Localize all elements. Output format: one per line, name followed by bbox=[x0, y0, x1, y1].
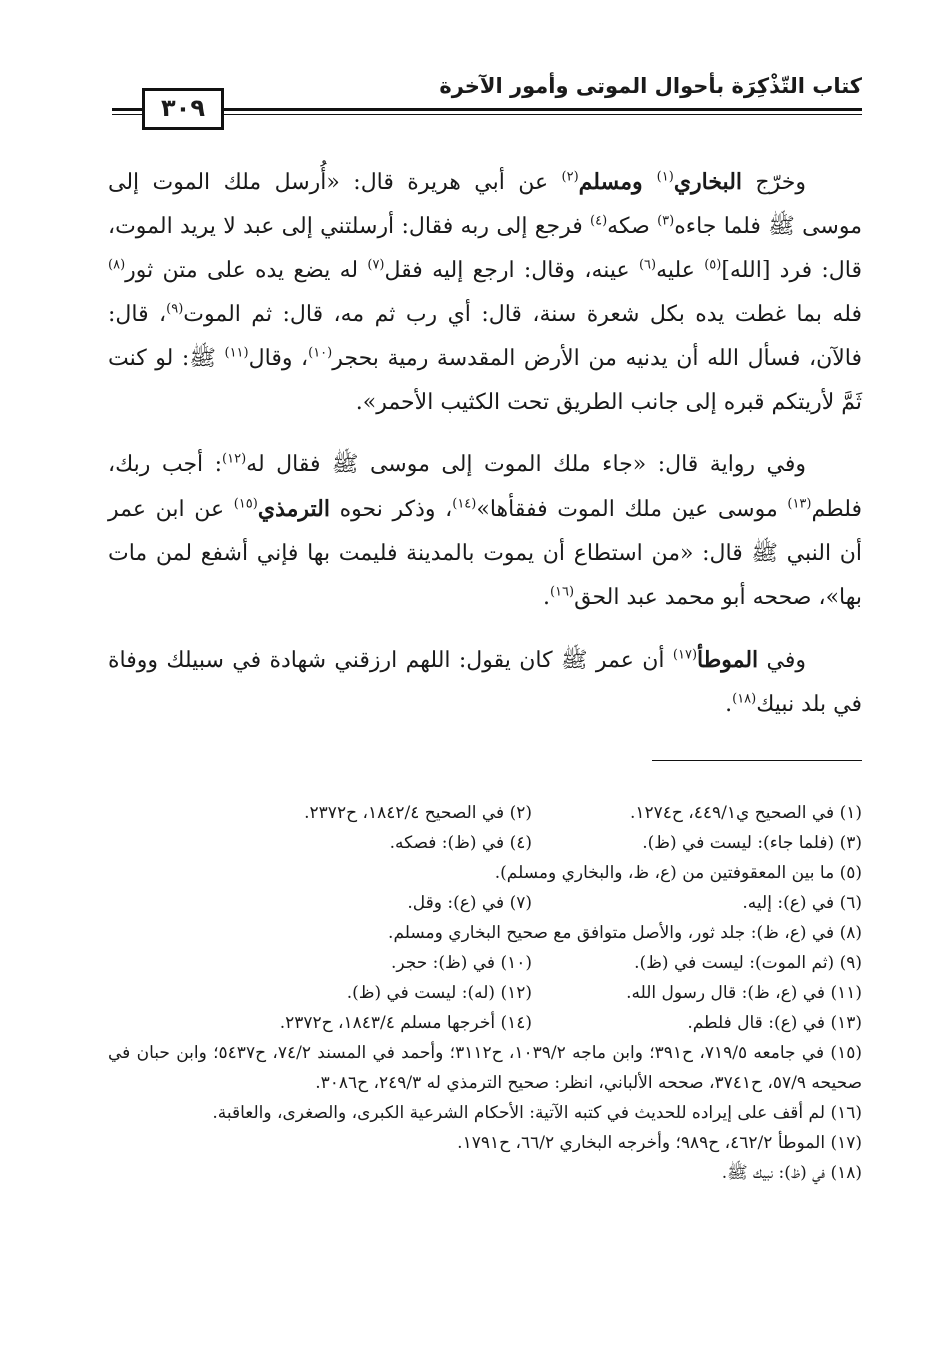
paragraph-2 bbox=[108, 443, 862, 620]
footnote-row bbox=[108, 1128, 862, 1158]
text: : أجب ربك، فلطم bbox=[108, 452, 862, 522]
footnote-2: (٢) في الصحيح ١٨٤٢/٤، ح٢٣٧٢. bbox=[304, 803, 532, 823]
footnote-separator bbox=[652, 760, 862, 761]
footnote-1: (١) في الصحيح ي٤٤٩/١، ح١٢٧٤. bbox=[629, 803, 862, 823]
text: أن عمر ﷺ كان يقول: اللهم ارزقني شهادة في سبيلك ووفاة في بلد نبيك bbox=[108, 648, 862, 717]
footnote-ref-16: (١٦) bbox=[549, 584, 575, 600]
header-rule-thick bbox=[112, 108, 862, 111]
footnote-16: (١٦) لم أقف على إيراده للحديث في كتبه الآتية: الأحكام الشرعية الكبرى، والصغرى، والعاقبة. bbox=[212, 1103, 862, 1123]
footnote-ref-15: (١٥) bbox=[233, 496, 258, 512]
footnote-ref-8: (٨) bbox=[108, 257, 126, 273]
footnote-14: (١٤) أخرجها مسلم ١٨٤٣/٤، ح٢٣٧٢. bbox=[279, 1013, 532, 1033]
footnote-7: (٧) في (ع): وقل. bbox=[407, 893, 532, 913]
page-header bbox=[112, 70, 862, 122]
text: عن ابن عمر أن النبي ﷺ قال: «من استطاع أن يموت بالمدينة فليمت بها فإني أشفع لمن مات بها»، صححه أبو محمد عبد الحق bbox=[108, 497, 862, 610]
text: وفي رواية قال: «جاء ملك الموت إلى موسى ﷺ فقال له bbox=[246, 452, 806, 477]
header-rule-thin bbox=[112, 114, 862, 115]
footnote-11: (١١) في (ع، ظ): قال رسول الله. bbox=[626, 983, 862, 1003]
text: عليه bbox=[656, 258, 705, 283]
footnote-18: (١٨) في (ظ): نبيك ﷺ. bbox=[721, 1163, 862, 1183]
footnote-row bbox=[108, 828, 862, 858]
text: عن أبي هريرة قال: «أُرسل ملك الموت إلى موسى ﷺ فلما جاءه bbox=[108, 170, 862, 239]
footnote-ref-11: (١١) bbox=[224, 345, 249, 361]
footnotes bbox=[108, 798, 862, 1188]
footnote-row bbox=[108, 918, 862, 948]
text: فله بما غطت يده بكل شعرة سنة، قال: أي رب ثم مه، قال: ثم الموت bbox=[183, 302, 862, 327]
text: ، قال: فالآن، فسأل الله أن يدنيه من الأرض المقدسة رمية بحجر bbox=[108, 302, 862, 371]
footnote-3: (٣) (فلما جاء): ليست في (ظ). bbox=[642, 833, 862, 853]
text: وخرّج bbox=[742, 170, 806, 195]
text: ، وذكر نحوه bbox=[330, 497, 453, 522]
main-text bbox=[108, 160, 862, 745]
text: ﷺ: لو كنت ثَمَّ لأريتكم قبره إلى جانب الطريق تحت الكثيب الأحمر». bbox=[108, 346, 862, 415]
text: ، وقال bbox=[248, 346, 309, 371]
footnote-row bbox=[108, 948, 862, 978]
footnote-ref-3: (٣) bbox=[657, 213, 675, 229]
running-title: كتاب التّذْكِرَة بأحوال الموتى وأمور الآخرة bbox=[439, 74, 862, 98]
footnote-ref-13: (١٣) bbox=[787, 496, 812, 512]
footnote-row bbox=[108, 978, 862, 1008]
text: فرجع إلى ربه فقال: أرسلتني إلى عبد لا يريد الموت، قال: فرد [الله] bbox=[108, 214, 862, 283]
footnote-10: (١٠) في (ظ): حجر. bbox=[390, 953, 532, 973]
footnote-ref-12: (١٢) bbox=[222, 451, 247, 467]
text: موسى عين ملك الموت ففقأها» bbox=[476, 497, 788, 522]
footnote-row bbox=[108, 888, 862, 918]
footnote-row bbox=[108, 858, 862, 888]
footnote-ref-6: (٦) bbox=[638, 257, 657, 273]
footnote-row bbox=[108, 1008, 862, 1038]
footnote-ref-18: (١٨) bbox=[732, 691, 757, 707]
name-tirmidhi: الترمذي bbox=[257, 496, 330, 522]
footnote-ref-2: (٢) bbox=[561, 169, 579, 185]
name-muwatta: الموطأ bbox=[697, 647, 759, 673]
paragraph-3 bbox=[108, 638, 862, 727]
paragraph-1 bbox=[108, 160, 862, 425]
page-number: ٣٠٩ bbox=[142, 88, 224, 130]
footnote-9: (٩) (ثم الموت): ليست في (ظ). bbox=[634, 953, 862, 973]
footnote-12: (١٢) (له): ليست في (ظ). bbox=[346, 983, 532, 1003]
footnote-4: (٤) في (ظ): فصكه. bbox=[389, 833, 532, 853]
text: . bbox=[725, 692, 733, 717]
footnote-6: (٦) في (ع): إليه. bbox=[742, 893, 862, 913]
footnote-ref-4: (٤) bbox=[590, 213, 608, 229]
footnote-17: (١٧) الموطأ ٤٦٢/٢، ح٩٨٩؛ وأخرجه البخاري ٦٦/٢، ح١٧٩١. bbox=[457, 1133, 862, 1153]
text: صكه bbox=[607, 214, 658, 239]
text: عينه، وقال: ارجع إليه فقل bbox=[384, 258, 639, 283]
text: . bbox=[542, 585, 550, 610]
text: وفي bbox=[758, 648, 806, 673]
name-muslim: ومسلم bbox=[578, 169, 657, 195]
footnote-ref-10: (١٠) bbox=[308, 345, 333, 361]
footnote-ref-14: (١٤) bbox=[452, 496, 477, 512]
footnote-ref-17: (١٧) bbox=[672, 647, 698, 663]
footnote-row bbox=[108, 798, 862, 828]
footnote-15: (١٥) في جامعه ٧١٩/٥، ح٣٩١؛ وابن ماجه ١٠٣٩/٢، ح٣١١٢؛ وأحمد في المسند ٧٤/٢، ح٥٤٣٧؛ وابن حبان في صحيحه ٥٧/٩، ح٣٧٤١، صححه الألباني، انظر: صحيح الترمذي له ٢٤٩/٣، ح٣٠٨٦. bbox=[108, 1043, 862, 1093]
footnote-8: (٨) في (ع، ظ): جلد ثور، والأصل متوافق مع صحيح البخاري ومسلم. bbox=[388, 923, 862, 943]
name-bukhari: البخاري bbox=[673, 169, 743, 195]
footnote-ref-1: (١) bbox=[656, 169, 674, 185]
footnote-ref-9: (٩) bbox=[166, 301, 184, 317]
footnote-13: (١٣) في (ع): قال فلطم. bbox=[687, 1013, 862, 1033]
footnote-ref-5: (٥) bbox=[704, 257, 722, 273]
footnote-5: (٥) ما بين المعقوفتين من (ع، ظ، والبخاري ومسلم). bbox=[494, 863, 862, 883]
text: له يضع يده على متن ثور bbox=[125, 258, 368, 283]
footnote-ref-7: (٧) bbox=[367, 257, 385, 273]
footnote-row bbox=[108, 1158, 862, 1188]
